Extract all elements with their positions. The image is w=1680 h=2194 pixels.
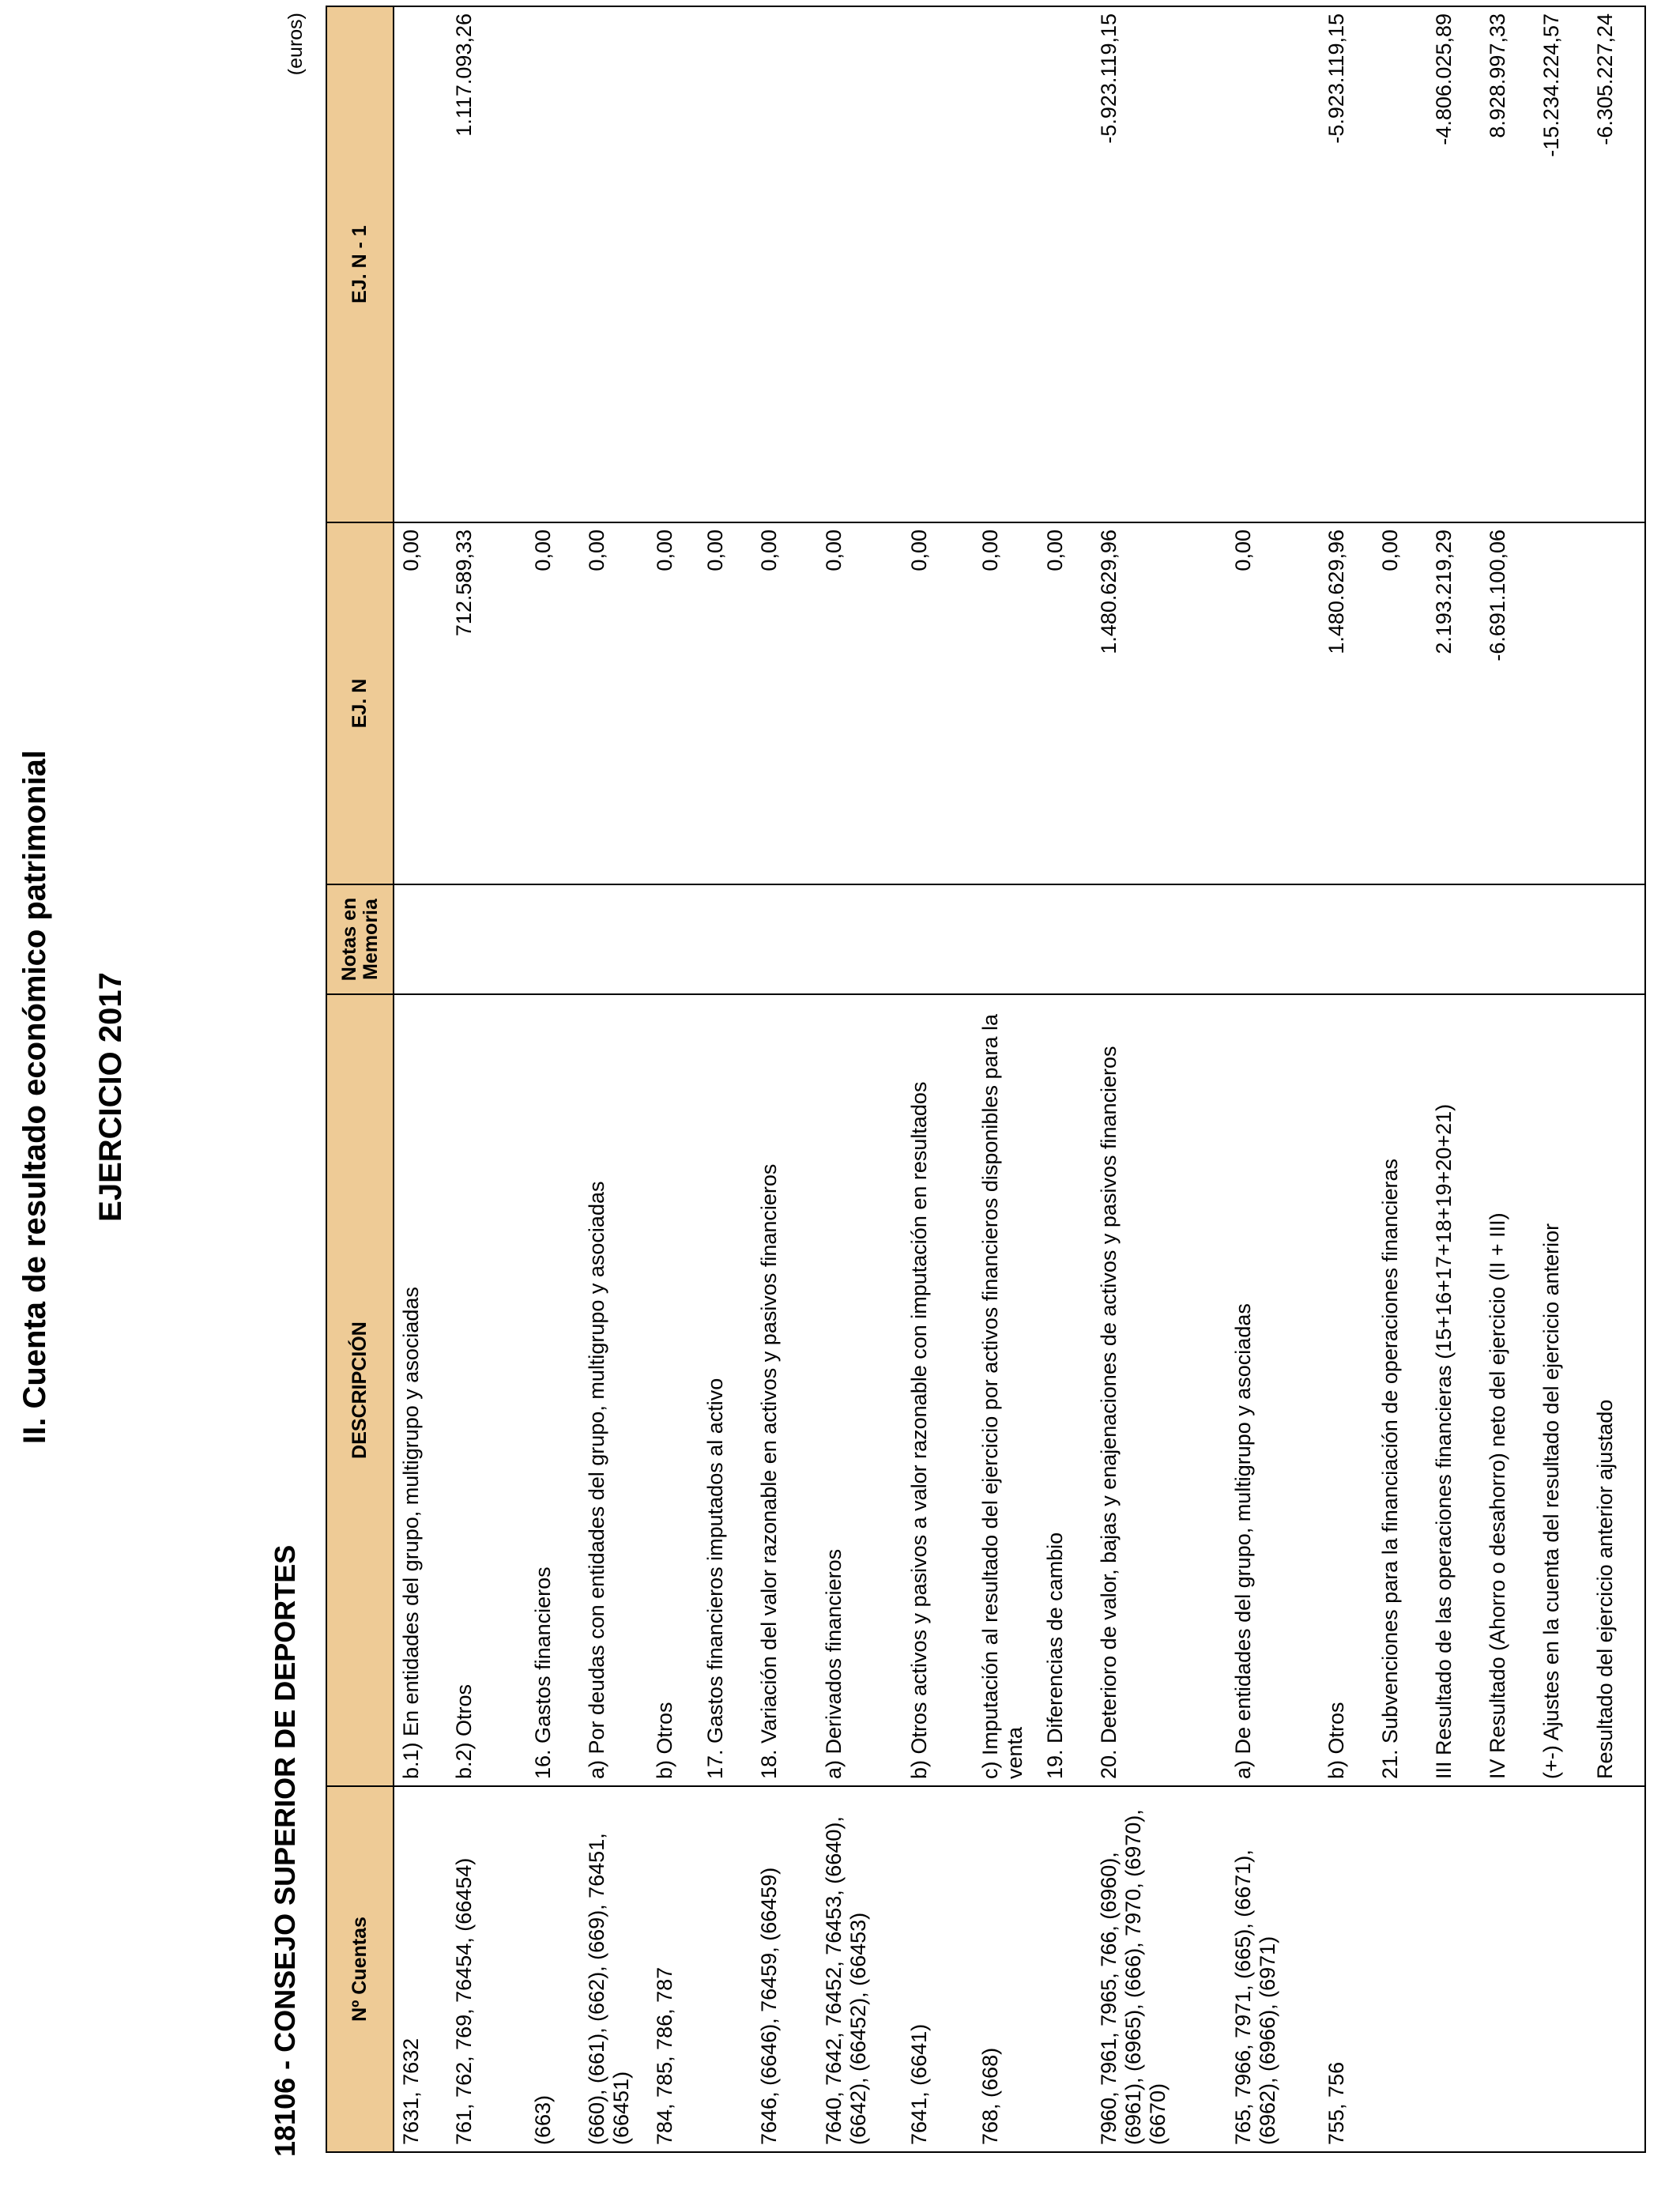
notes-cell (447, 884, 526, 994)
header-year-n1: EJ. N - 1 (326, 6, 394, 522)
accounts-cell: 7640, 7642, 76452, 76453, (6640), (6642), (66452), (66453) (817, 1786, 902, 2152)
accounts-cell: 765, 7966, 7971, (665), (6671), (6962), (6966), (6971) (1226, 1786, 1320, 2152)
accounts-cell (1535, 1786, 1588, 2152)
accounts-cell (699, 1786, 752, 2152)
accounts-cell: 7960, 7961, 7965, 766, (6960), (6961), (6965), (666), 7970, (6970), (6670) (1092, 1786, 1226, 2152)
notes-cell (648, 884, 699, 994)
year-n1-value (902, 6, 974, 522)
header-year-n: EJ. N (326, 522, 394, 884)
year-n-value: 0,00 (394, 522, 447, 884)
year-n1-value: -4.806.025,89 (1427, 6, 1481, 522)
year-n1-value (394, 6, 447, 522)
year-n-value: 0,00 (902, 522, 974, 884)
notes-cell (580, 884, 648, 994)
description-cell: a) Derivados financieros (817, 994, 902, 1786)
description-cell: b.2) Otros (447, 994, 526, 1786)
notes-cell (526, 884, 580, 994)
description-cell: (+-) Ajustes en la cuenta del resultado del ejercicio anterior (1535, 994, 1588, 1786)
notes-cell (699, 884, 752, 994)
description-cell: Resultado del ejercicio anterior ajustado (1588, 994, 1645, 1786)
year-n-value: 0,00 (974, 522, 1038, 884)
notes-cell (752, 884, 817, 994)
table-row (648, 6, 699, 2152)
year-n-value: 0,00 (1038, 522, 1092, 884)
table-row (1320, 6, 1373, 2152)
description-cell: 21. Subvenciones para la financiación de operaciones financieras (1373, 994, 1427, 1786)
accounts-cell: 7646, (6646), 76459, (66459) (752, 1786, 817, 2152)
accounts-cell: 7641, (6641) (902, 1786, 974, 2152)
entity-name: 18106 - CONSEJO SUPERIOR DE DEPORTES (269, 1544, 301, 2157)
accounts-cell (1588, 1786, 1645, 2152)
accounts-cell (1427, 1786, 1481, 2152)
notes-cell (1427, 884, 1481, 994)
notes-cell (1226, 884, 1320, 994)
accounts-cell (1373, 1786, 1427, 2152)
table-row (580, 6, 648, 2152)
year-n1-value (648, 6, 699, 522)
year-n1-value (580, 6, 648, 522)
table-row (526, 6, 580, 2152)
table-row (1038, 6, 1092, 2152)
page-subtitle: EJERCICIO 2017 (93, 972, 128, 1222)
accounts-cell: 755, 756 (1320, 1786, 1373, 2152)
header-notes: Notas en Memoria (326, 884, 394, 994)
table-row (1427, 6, 1481, 2152)
page-title: II. Cuenta de resultado económico patrimonial (17, 750, 52, 1444)
description-cell: 17. Gastos financieros imputados al activo (699, 994, 752, 1786)
year-n1-value: -15.234.224,57 (1535, 6, 1588, 522)
table-row (817, 6, 902, 2152)
description-cell: c) Imputación al resultado del ejercicio por activos financieros disponibles para la venta (974, 994, 1038, 1786)
year-n-value: 2.193.219,29 (1427, 522, 1481, 884)
notes-cell (1373, 884, 1427, 994)
year-n1-value (752, 6, 817, 522)
notes-cell (1320, 884, 1373, 994)
table-row (394, 6, 447, 2152)
year-n-value: 0,00 (526, 522, 580, 884)
notes-cell (1038, 884, 1092, 994)
year-n-value: 0,00 (817, 522, 902, 884)
accounts-cell: (663) (526, 1786, 580, 2152)
table-row (1226, 6, 1320, 2152)
header-accounts: Nº Cuentas (326, 1786, 394, 2152)
accounts-cell: 784, 785, 786, 787 (648, 1786, 699, 2152)
table-row (699, 6, 752, 2152)
year-n-value: -6.691.100,06 (1481, 522, 1535, 884)
description-cell: b) Otros (648, 994, 699, 1786)
year-n-value (1588, 522, 1645, 884)
notes-cell (394, 884, 447, 994)
description-cell: III Resultado de las operaciones financieras (15+16+17+18+19+20+21) (1427, 994, 1481, 1786)
year-n-value: 712.589,33 (447, 522, 526, 884)
table-body (394, 6, 1645, 2152)
year-n1-value: -6.305.227,24 (1588, 6, 1645, 522)
table-row (1092, 6, 1226, 2152)
year-n1-value (526, 6, 580, 522)
accounts-cell: 761, 762, 769, 76454, (66454) (447, 1786, 526, 2152)
description-cell: 18. Variación del valor razonable en activos y pasivos financieros (752, 994, 817, 1786)
notes-cell (1092, 884, 1226, 994)
table-row (447, 6, 526, 2152)
year-n-value: 0,00 (1226, 522, 1320, 884)
year-n-value: 0,00 (752, 522, 817, 884)
year-n1-value (817, 6, 902, 522)
notes-cell (1481, 884, 1535, 994)
table-row (1535, 6, 1588, 2152)
table-header-row (326, 6, 394, 2152)
year-n1-value (1373, 6, 1427, 522)
notes-cell (974, 884, 1038, 994)
table-row (752, 6, 817, 2152)
year-n1-value: 1.117.093,26 (447, 6, 526, 522)
description-cell: 16. Gastos financieros (526, 994, 580, 1786)
year-n1-value: 8.928.997,33 (1481, 6, 1535, 522)
year-n-value: 0,00 (1373, 522, 1427, 884)
notes-cell (1535, 884, 1588, 994)
notes-cell (1588, 884, 1645, 994)
year-n-value: 0,00 (580, 522, 648, 884)
year-n1-value: -5.923.119,15 (1320, 6, 1373, 522)
year-n-value: 0,00 (648, 522, 699, 884)
accounts-cell: 7631, 7632 (394, 1786, 447, 2152)
table-row (1373, 6, 1427, 2152)
header-description: DESCRIPCIÓN (326, 994, 394, 1786)
units-label: (euros) (284, 13, 307, 76)
table-row (902, 6, 974, 2152)
description-cell: b.1) En entidades del grupo, multigrupo y asociadas (394, 994, 447, 1786)
description-cell: b) Otros (1320, 994, 1373, 1786)
year-n-value: 1.480.629,96 (1320, 522, 1373, 884)
year-n-value (1535, 522, 1588, 884)
year-n-value: 0,00 (699, 522, 752, 884)
accounts-cell: 768, (668) (974, 1786, 1038, 2152)
notes-cell (817, 884, 902, 994)
year-n1-value (1226, 6, 1320, 522)
description-cell: 20. Deterioro de valor, bajas y enajenaciones de activos y pasivos financieros (1092, 994, 1226, 1786)
description-cell: a) Por deudas con entidades del grupo, multigrupo y asociadas (580, 994, 648, 1786)
notes-cell (902, 884, 974, 994)
description-cell: IV Resultado (Ahorro o desahorro) neto del ejercicio (II + III) (1481, 994, 1535, 1786)
year-n1-value (1038, 6, 1092, 522)
description-cell: a) De entidades del grupo, multigrupo y asociadas (1226, 994, 1320, 1786)
year-n1-value: -5.923.119,15 (1092, 6, 1226, 522)
year-n-value: 1.480.629,96 (1092, 522, 1226, 884)
accounts-cell (1038, 1786, 1092, 2152)
accounts-cell (1481, 1786, 1535, 2152)
results-table (326, 6, 1646, 2153)
accounts-cell: (660), (661), (662), (669), 76451, (66451) (580, 1786, 648, 2152)
year-n1-value (699, 6, 752, 522)
description-cell: b) Otros activos y pasivos a valor razonable con imputación en resultados (902, 994, 974, 1786)
year-n1-value (974, 6, 1038, 522)
table-row (974, 6, 1038, 2152)
description-cell: 19. Diferencias de cambio (1038, 994, 1092, 1786)
table-row (1481, 6, 1535, 2152)
table-row (1588, 6, 1645, 2152)
